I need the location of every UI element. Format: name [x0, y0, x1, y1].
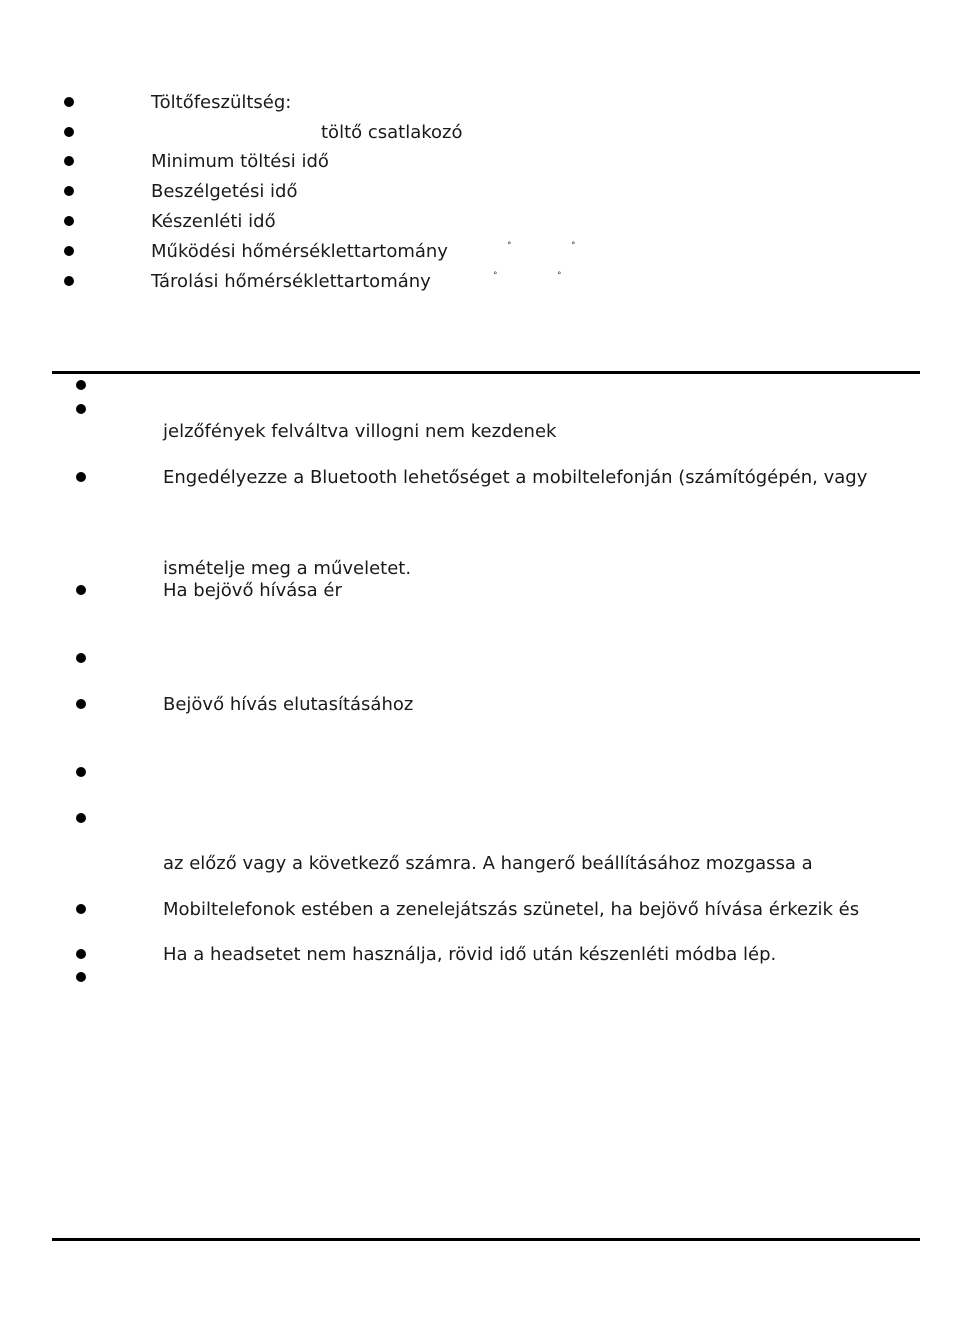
enable-bluetooth-text: Engedélyezze a Bluetooth lehetőséget a mobiltelefonján (számítógépén, vagy [163, 467, 868, 488]
incoming-call-text: Ha bejövő hívása ér [163, 580, 342, 601]
bullet [76, 472, 86, 482]
reject-call-text: Bejövő hívás elutasításához [163, 694, 414, 715]
bullet [76, 767, 86, 777]
bullet [64, 186, 74, 196]
repeat-operation-text: ismételje meg a műveletet. [163, 558, 412, 579]
bullet [76, 585, 86, 595]
section-divider [52, 371, 920, 374]
operating-temp-label: Működési hőmérséklettartomány [151, 241, 448, 262]
bullet [76, 949, 86, 959]
bullet [64, 127, 74, 137]
bullet [64, 97, 74, 107]
prev-next-track-text: az előző vagy a következő számra. A hangerő beállításához mozgassa a [163, 853, 813, 874]
min-charge-time-label: Minimum töltési idő [151, 151, 329, 172]
charger-connector-label: töltő csatlakozó [321, 122, 463, 143]
talk-time-label: Beszélgetési idő [151, 181, 298, 202]
bullet [64, 216, 74, 226]
degree-symbol: ° [557, 271, 562, 281]
indicator-lights-text: jelzőfények felváltva villogni nem kezdenek [163, 421, 557, 442]
charging-voltage-label: Töltőfeszültség: [151, 92, 292, 113]
storage-temp-label: Tárolási hőmérséklettartomány [151, 271, 431, 292]
bullet [76, 972, 86, 982]
degree-symbol: ° [493, 271, 498, 281]
bullet [76, 699, 86, 709]
bullet [76, 653, 86, 663]
bullet [76, 404, 86, 414]
standby-time-label: Készenléti idő [151, 211, 276, 232]
bullet [76, 813, 86, 823]
bullet [76, 380, 86, 390]
degree-symbol: ° [571, 241, 576, 251]
music-pause-text: Mobiltelefonok estében a zenelejátszás szünetel, ha bejövő hívása érkezik és [163, 899, 860, 920]
footer-divider [52, 1238, 920, 1241]
bullet [64, 276, 74, 286]
bullet [64, 156, 74, 166]
degree-symbol: ° [507, 241, 512, 251]
bullet [64, 246, 74, 256]
bullet [76, 904, 86, 914]
standby-mode-text: Ha a headsetet nem használja, rövid idő után készenléti módba lép. [163, 944, 777, 965]
